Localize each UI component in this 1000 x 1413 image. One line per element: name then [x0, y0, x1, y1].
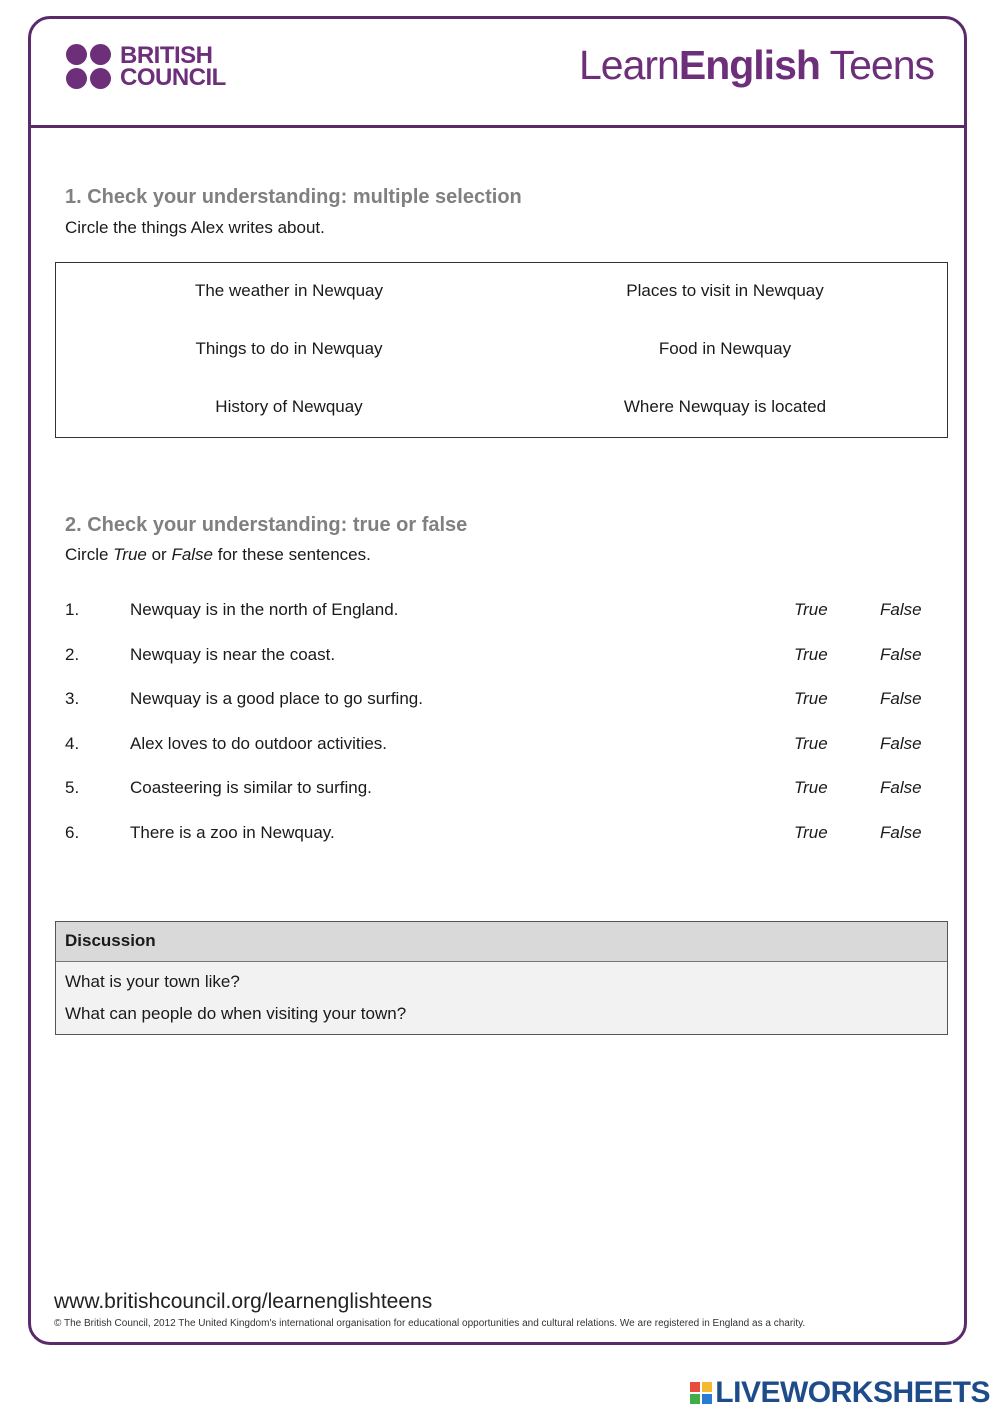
tf-row	[65, 823, 945, 847]
liveworksheets-icon	[690, 1382, 712, 1404]
tf-true-option[interactable]: True	[794, 778, 828, 797]
header-divider	[28, 125, 967, 128]
discussion-title: Discussion	[56, 922, 947, 962]
option-history[interactable]: History of Newquay	[215, 397, 363, 416]
british-council-wordmark: BRITISH COUNCIL	[120, 42, 226, 91]
tf-false-option[interactable]: False	[880, 645, 922, 664]
tf-number: 6.	[65, 823, 80, 842]
tf-number: 1.	[65, 600, 80, 619]
section2-title: 2. Check your understanding: true or false	[65, 514, 468, 536]
tf-number: 2.	[65, 645, 80, 664]
tf-number: 5.	[65, 778, 80, 797]
multiple-selection-box	[55, 262, 948, 438]
discussion-question: What can people do when visiting your town?	[65, 1004, 407, 1023]
tf-row	[65, 600, 945, 624]
option-things-to-do[interactable]: Things to do in Newquay	[195, 339, 383, 358]
tf-false-option[interactable]: False	[880, 734, 922, 753]
tf-true-option[interactable]: True	[794, 600, 828, 619]
tf-row	[65, 734, 945, 758]
section1-title: 1. Check your understanding: multiple selection	[65, 186, 522, 208]
discussion-box	[55, 921, 948, 1035]
learnenglish-teens-logo: LearnEnglish Teens	[578, 42, 934, 88]
option-places[interactable]: Places to visit in Newquay	[626, 281, 824, 300]
section1-instruction: Circle the things Alex writes about.	[65, 218, 325, 237]
tf-row	[65, 645, 945, 669]
tf-statement: There is a zoo in Newquay.	[130, 823, 335, 842]
tf-number: 3.	[65, 689, 80, 708]
tf-row	[65, 778, 945, 802]
tf-statement: Coasteering is similar to surfing.	[130, 778, 372, 797]
tf-false-option[interactable]: False	[880, 689, 922, 708]
tf-statement: Alex loves to do outdoor activities.	[130, 734, 388, 753]
section2-instruction: Circle True or False for these sentences.	[65, 545, 371, 564]
tf-true-option[interactable]: True	[794, 823, 828, 842]
british-council-logo	[66, 44, 226, 90]
tf-false-option[interactable]: False	[880, 778, 922, 797]
tf-statement: Newquay is in the north of England.	[130, 600, 399, 619]
page-frame	[28, 16, 967, 1345]
footer-url[interactable]: www.britishcouncil.org/learnenglishteens	[54, 1290, 433, 1313]
tf-true-option[interactable]: True	[794, 645, 828, 664]
discussion-question: What is your town like?	[65, 972, 240, 991]
option-location[interactable]: Where Newquay is located	[623, 397, 827, 416]
liveworksheets-watermark	[690, 1376, 990, 1410]
tf-true-option[interactable]: True	[794, 734, 828, 753]
footer-copyright: © The British Council, 2012 The United Kingdom's international organisation for educational opportunities and cultural relations. We are registered in England as a charity.	[54, 1318, 806, 1329]
tf-number: 4.	[65, 734, 80, 753]
tf-false-option[interactable]: False	[880, 823, 922, 842]
option-weather[interactable]: The weather in Newquay	[194, 281, 384, 300]
tf-statement: Newquay is near the coast.	[130, 645, 336, 664]
british-council-dots-icon	[66, 44, 114, 90]
liveworksheets-text: LIVEWORKSHEETS	[715, 1376, 990, 1409]
tf-true-option[interactable]: True	[794, 689, 828, 708]
tf-false-option[interactable]: False	[880, 600, 922, 619]
tf-row	[65, 689, 945, 713]
option-food[interactable]: Food in Newquay	[658, 339, 792, 358]
tf-statement: Newquay is a good place to go surfing.	[130, 689, 423, 708]
